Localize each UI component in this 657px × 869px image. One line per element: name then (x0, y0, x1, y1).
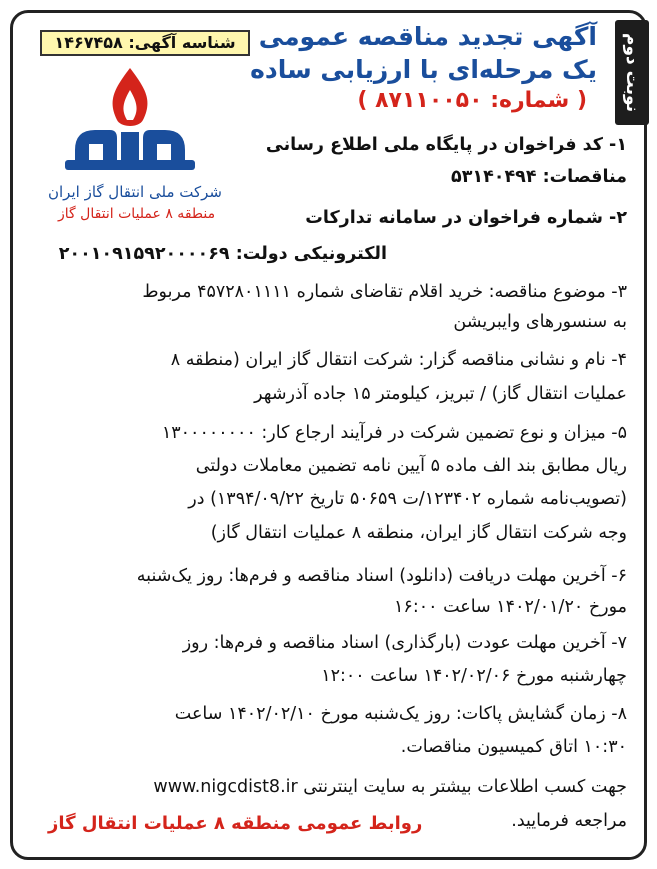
item-5-line-2: ریال مطابق بند الف ماده ۵ آیین نامه تضمین معاملات دولتی (195, 456, 627, 476)
item-4-line-1: ۴- نام و نشانی مناقصه گزار: شرکت انتقال گاز ایران (منطقه ۸ (170, 350, 627, 370)
item-2-line-2: الکترونیکی دولت: ۲۰۰۱۰۹۱۵۹۲۰۰۰۰۶۹ (58, 244, 387, 264)
item-8-line-2: ۱۰:۳۰ اتاق کمیسیون مناقصات. (400, 737, 627, 757)
item-1-line-2: مناقصات: ۵۳۱۴۰۴۹۴ (451, 167, 627, 187)
item-3-line-1: ۳- موضوع مناقصه: خرید اقلام تقاضای شماره ۴۵۷۲۸۰۱۱۱۱ مربوط (142, 282, 627, 302)
notice-title: آگهی تجدید مناقصه عمومی (258, 22, 597, 51)
item-6-line-2: مورخ ۱۴۰۲/۰۱/۲۰ ساعت ۱۶:۰۰ (394, 597, 627, 617)
item-5-line-4: وجه شرکت انتقال گاز ایران، منطقه ۸ عملیات انتقال گاز) (210, 523, 627, 543)
public-relations-signature: روابط عمومی منطقه ۸ عملیات انتقال گاز (48, 813, 423, 834)
notice-subtitle: یک مرحله‌ای با ارزیابی ساده (250, 55, 597, 84)
referral-line: مراجعه فرمایید. (511, 811, 627, 831)
item-2-line-1: ۲- شماره فراخوان در سامانه تدارکات (305, 208, 627, 228)
item-8-line-1: ۸- زمان گشایش پاکات: روز یک‌شنبه مورخ ۱۴۰۲/۰۲/۱۰ ساعت (174, 704, 627, 724)
round-badge: نوبت دوم (615, 20, 649, 125)
item-5-line-1: ۵- میزان و نوع تضمین شرکت در فرآیند ارجاع کار: ۱۳۰۰۰۰۰۰۰۰ (161, 423, 627, 443)
company-logo-icon (55, 60, 205, 180)
item-7-line-1: ۷- آخرین مهلت عودت (بارگذاری) اسناد مناقصه و فرم‌ها: روز (182, 633, 627, 653)
item-4-line-2: عملیات انتقال گاز) / تبریز، کیلومتر ۱۵ جاده آذرشهر (254, 384, 627, 404)
item-3-line-2: به سنسورهای وایبریشن (453, 312, 627, 332)
item-1-line-1: ۱- کد فراخوان در پایگاه ملی اطلاع رسانی (265, 135, 627, 155)
item-6-line-1: ۶- آخرین مهلت دریافت (دانلود) اسناد مناقصه و فرم‌ها: روز یک‌شنبه (136, 566, 627, 586)
company-region: منطقه ۸ عملیات انتقال گاز (58, 206, 216, 222)
tender-number: ( شماره: ۸۷۱۱۰۰۵۰ ) (357, 88, 587, 113)
item-5-line-3: (تصویب‌نامه شماره ۱۲۳۴۰۲/ت ۵۰۶۵۹ تاریخ ۱۳۹۴/۰۹/۲۲) در (188, 489, 627, 509)
company-name: شرکت ملی انتقال گاز ایران (48, 183, 222, 201)
website-line: جهت کسب اطلاعات بیشتر به سایت اینترنتی www.nigcdist8.ir (153, 777, 627, 797)
ad-id-box: شناسه آگهی: ۱۴۶۷۴۵۸ (40, 30, 250, 56)
item-7-line-2: چهارشنبه مورخ ۱۴۰۲/۰۲/۰۶ ساعت ۱۲:۰۰ (321, 666, 627, 686)
